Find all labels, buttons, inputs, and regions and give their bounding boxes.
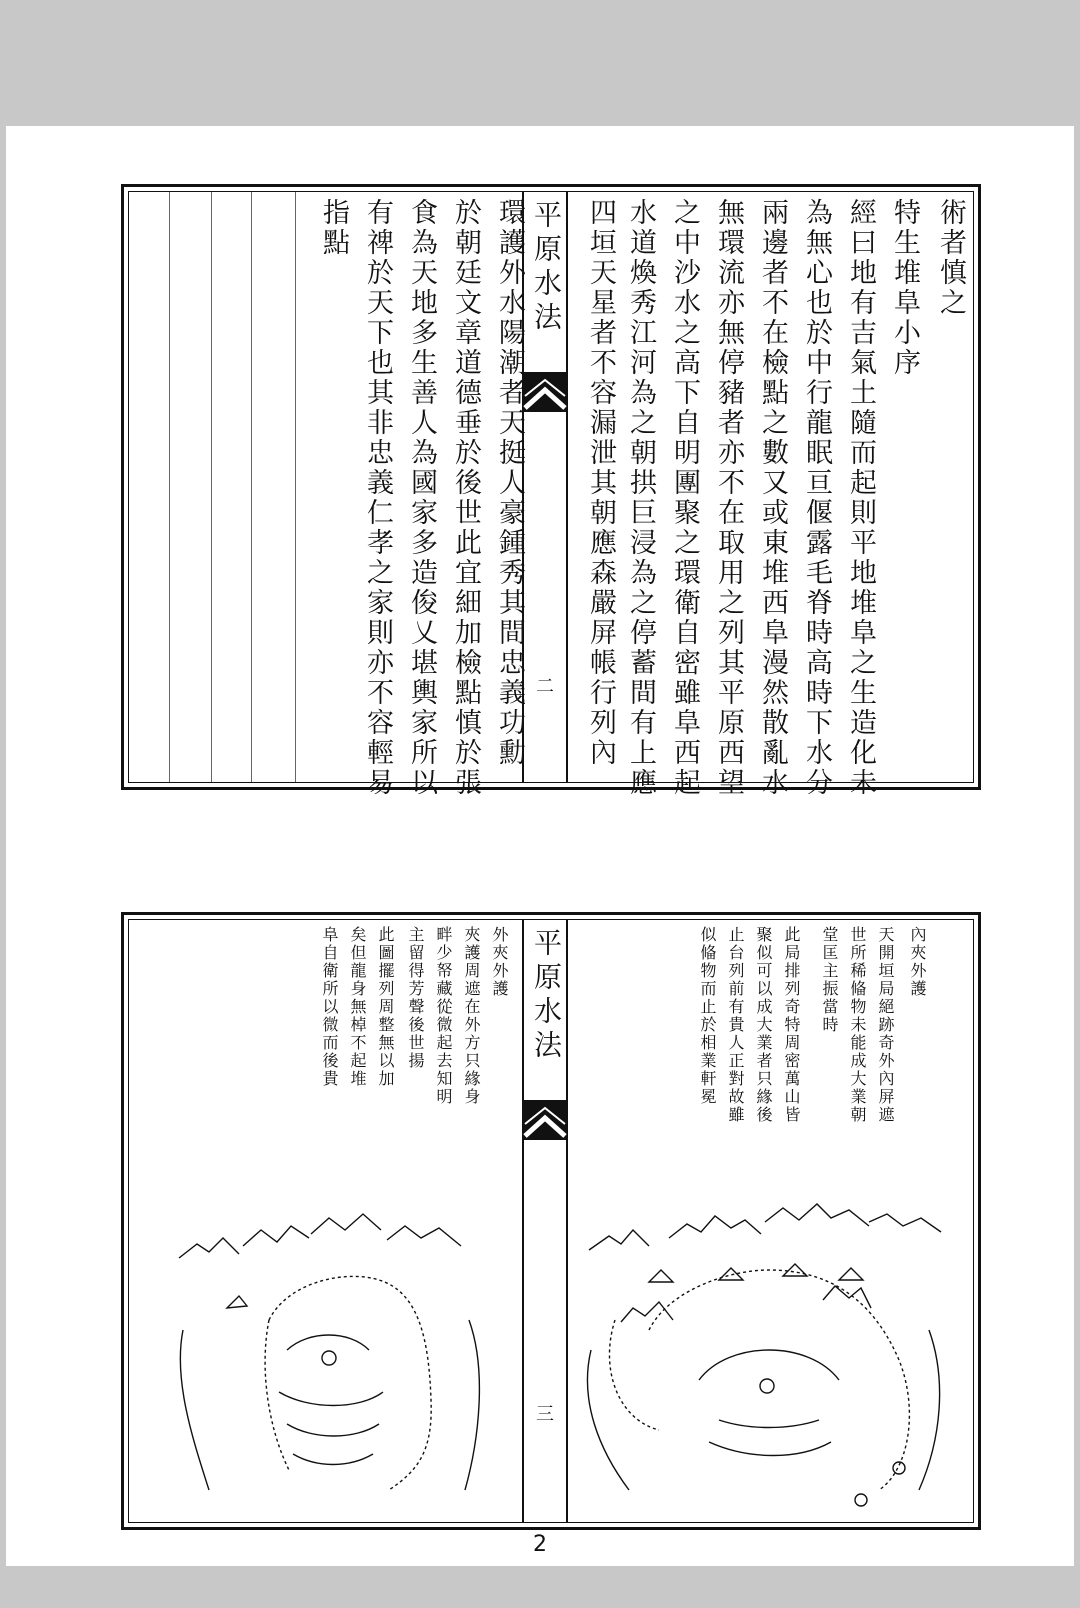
left-caption-6: 矣但龍身無棹不起堆: [348, 926, 367, 1088]
left-caption-5: 此圖擺列周整無以加: [376, 926, 395, 1088]
top-line-2: 特生堆阜小序: [889, 198, 920, 378]
column-rule: [211, 192, 212, 782]
top-left-line-2: 於朝廷文章道德垂於後世此宜細加檢點慎於張: [450, 198, 481, 798]
right-caption-1: 內夾外護: [908, 926, 927, 998]
top-folio-number: 二: [536, 676, 554, 697]
top-line-5: 兩邊者不在檢點之數又或東堆西阜漫然散亂水: [757, 198, 788, 798]
right-caption-5: 此局排列奇特周密萬山皆: [782, 926, 801, 1124]
right-caption-6: 聚似可以成大業者只緣後: [754, 926, 773, 1124]
left-caption-1: 外夾外護: [490, 926, 509, 998]
top-leaf: [121, 184, 981, 798]
top-leaf-frame: [128, 191, 974, 798]
top-line-7: 之中沙水之高下自明團聚之環衛自密雖阜西起: [669, 198, 700, 798]
top-line-1: 術者慎之: [935, 198, 966, 318]
bottom-leaf: [121, 912, 981, 1530]
top-line-4: 為無心也於中行龍眠亘偃露毛脊時高時下水分: [801, 198, 832, 798]
left-landscape-diagram: [169, 1170, 519, 1510]
bottom-banxin-title: 平原水法: [530, 928, 563, 1064]
right-caption-2: 天開垣局絕跡奇外內屏遮: [876, 926, 895, 1124]
fishtail-ornament: [523, 1100, 567, 1140]
top-line-6: 無環流亦無停豬者亦不在取用之列其平原西望: [713, 198, 744, 798]
right-caption-7: 止台列前有貴人正對故雖: [726, 926, 745, 1124]
top-left-line-5: 指點: [318, 198, 349, 258]
right-caption-3: 世所稀偹物未能成大業朝: [848, 926, 867, 1124]
top-line-8: 水道煥秀江河為之朝拱巨浸為之停蓄間有上應: [625, 198, 656, 798]
top-banxin: [522, 192, 568, 782]
top-line-9: 四垣天星者不容漏泄其朝應森嚴屏帳行列內: [585, 198, 616, 768]
bottom-banxin: [522, 920, 568, 1522]
left-caption-4: 主留得芳聲後世揚: [406, 926, 425, 1070]
column-rule: [251, 192, 252, 782]
top-banxin-title: 平原水法: [530, 200, 563, 336]
right-landscape-diagram: [569, 1170, 967, 1510]
top-left-line-1: 環護外水陽潮者天挺人豪鍾秀其間忠義功勳: [494, 198, 525, 768]
top-left-line-3: 食為天地多生善人為國家多造俊乂堪輿家所以: [406, 198, 437, 798]
top-line-3: 經曰地有吉氣土隨而起則平地堆阜之生造化未: [845, 198, 876, 798]
page-number: 2: [533, 1532, 547, 1557]
right-caption-4: 堂匡主振當時: [820, 926, 839, 1034]
left-caption-2: 夾護周遮在外方只緣身: [462, 926, 481, 1106]
bottom-folio-number: 三: [536, 1404, 554, 1425]
fishtail-ornament: [523, 372, 567, 412]
left-caption-7: 阜自衛所以微而後貴: [320, 926, 339, 1088]
right-caption-8: 似偹物而止於相業軒冕: [698, 926, 717, 1106]
left-caption-3: 畔少帑藏從微起去知明: [434, 926, 453, 1106]
column-rule: [295, 192, 296, 782]
bottom-leaf-frame: [128, 919, 974, 1523]
column-rule: [169, 192, 170, 782]
top-left-line-4: 有禆於天下也其非忠義仁孝之家則亦不容輕易: [362, 198, 393, 798]
